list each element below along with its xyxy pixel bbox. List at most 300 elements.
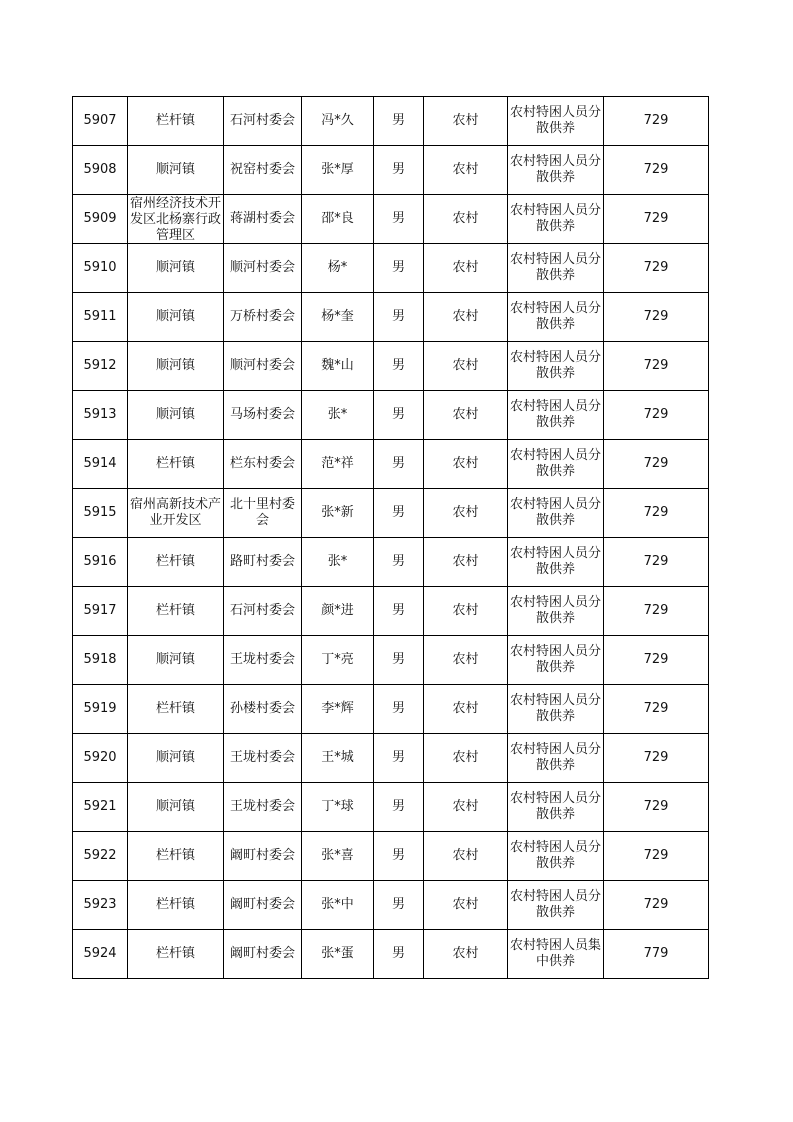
- town-cell: [128, 293, 224, 342]
- village-cell-text: 石河村委会: [229, 113, 295, 128]
- sex-cell: [374, 391, 424, 440]
- person-name-cell-text: 丁*球: [321, 799, 354, 814]
- support-type-cell: [508, 244, 604, 293]
- row-number-text: 5915: [83, 505, 117, 520]
- sex-cell-text: 男: [391, 211, 405, 226]
- amount-cell-text: 729: [643, 897, 669, 912]
- sex-cell-text: 男: [391, 603, 405, 618]
- amount-cell-text: 729: [643, 211, 669, 226]
- town-cell: [128, 832, 224, 881]
- area-type-cell: [424, 734, 508, 783]
- row-number: [73, 930, 128, 979]
- village-cell-text: 祝窑村委会: [229, 162, 295, 177]
- area-type-cell: [424, 293, 508, 342]
- person-name-cell: [302, 881, 374, 930]
- row-number-text: 5910: [83, 260, 117, 275]
- person-name-cell-text: 王*城: [321, 750, 354, 765]
- person-name-cell-text: 张*厚: [321, 162, 354, 177]
- area-type-cell-text: 农村: [452, 407, 479, 422]
- sex-cell-text: 男: [391, 946, 405, 961]
- table-row: [73, 636, 709, 685]
- row-number-text: 5922: [83, 848, 117, 863]
- town-cell: [128, 734, 224, 783]
- area-type-cell-text: 农村: [452, 113, 479, 128]
- sex-cell: [374, 930, 424, 979]
- table-row: [73, 783, 709, 832]
- area-type-cell-text: 农村: [452, 260, 479, 275]
- town-cell: [128, 97, 224, 146]
- support-type-cell-text: 农村特困人员分散供养: [510, 791, 602, 822]
- row-number: [73, 734, 128, 783]
- support-type-cell-text: 农村特困人员分散供养: [510, 252, 602, 283]
- roster-table: [72, 96, 709, 979]
- amount-cell-text: 729: [643, 358, 669, 373]
- village-cell: [224, 342, 302, 391]
- person-name-cell-text: 魏*山: [321, 358, 354, 373]
- village-cell-text: 蒋湖村委会: [229, 211, 295, 226]
- person-name-cell-text: 邵*良: [321, 211, 354, 226]
- sex-cell-text: 男: [391, 505, 405, 520]
- amount-cell-text: 729: [643, 162, 669, 177]
- table-row: [73, 342, 709, 391]
- village-cell-text: 顺河村委会: [229, 358, 295, 373]
- table-row: [73, 244, 709, 293]
- town-cell-text: 顺河镇: [155, 309, 195, 324]
- area-type-cell-text: 农村: [452, 456, 479, 471]
- amount-cell: [604, 146, 709, 195]
- row-number: [73, 342, 128, 391]
- support-type-cell-text: 农村特困人员分散供养: [510, 399, 602, 430]
- person-name-cell-text: 李*辉: [321, 701, 354, 716]
- support-type-cell-text: 农村特困人员分散供养: [510, 154, 602, 185]
- support-type-cell: [508, 636, 604, 685]
- area-type-cell-text: 农村: [452, 554, 479, 569]
- amount-cell: [604, 930, 709, 979]
- row-number: [73, 685, 128, 734]
- support-type-cell-text: 农村特困人员分散供养: [510, 595, 602, 626]
- row-number-text: 5913: [83, 407, 117, 422]
- sex-cell: [374, 440, 424, 489]
- village-cell: [224, 293, 302, 342]
- person-name-cell: [302, 97, 374, 146]
- person-name-cell: [302, 146, 374, 195]
- table-row: [73, 146, 709, 195]
- roster-body: [73, 97, 709, 979]
- sex-cell: [374, 636, 424, 685]
- village-cell-text: 王垅村委会: [229, 750, 295, 765]
- row-number: [73, 489, 128, 538]
- person-name-cell: [302, 734, 374, 783]
- person-name-cell: [302, 636, 374, 685]
- sex-cell: [374, 293, 424, 342]
- village-cell: [224, 685, 302, 734]
- support-type-cell-text: 农村特困人员分散供养: [510, 203, 602, 234]
- row-number-text: 5907: [83, 113, 117, 128]
- person-name-cell-text: 张*喜: [321, 848, 354, 863]
- amount-cell-text: 729: [643, 456, 669, 471]
- table-row: [73, 97, 709, 146]
- amount-cell: [604, 832, 709, 881]
- town-cell: [128, 391, 224, 440]
- town-cell: [128, 685, 224, 734]
- area-type-cell: [424, 97, 508, 146]
- sex-cell-text: 男: [391, 799, 405, 814]
- person-name-cell: [302, 930, 374, 979]
- village-cell-text: 路町村委会: [229, 554, 295, 569]
- table-row: [73, 440, 709, 489]
- support-type-cell-text: 农村特困人员分散供养: [510, 105, 602, 136]
- support-type-cell: [508, 685, 604, 734]
- support-type-cell: [508, 391, 604, 440]
- amount-cell: [604, 440, 709, 489]
- amount-cell: [604, 734, 709, 783]
- village-cell: [224, 538, 302, 587]
- town-cell: [128, 636, 224, 685]
- person-name-cell: [302, 587, 374, 636]
- person-name-cell-text: 范*祥: [321, 456, 354, 471]
- sex-cell: [374, 244, 424, 293]
- support-type-cell-text: 农村特困人员分散供养: [510, 693, 602, 724]
- person-name-cell: [302, 783, 374, 832]
- amount-cell-text: 729: [643, 750, 669, 765]
- sex-cell: [374, 342, 424, 391]
- amount-cell: [604, 97, 709, 146]
- area-type-cell-text: 农村: [452, 211, 479, 226]
- amount-cell-text: 729: [643, 554, 669, 569]
- sex-cell-text: 男: [391, 260, 405, 275]
- area-type-cell-text: 农村: [452, 162, 479, 177]
- village-cell: [224, 146, 302, 195]
- area-type-cell-text: 农村: [452, 848, 479, 863]
- town-cell-text: 栏杆镇: [155, 946, 195, 961]
- person-name-cell: [302, 293, 374, 342]
- row-number-text: 5918: [83, 652, 117, 667]
- person-name-cell-text: 杨*: [327, 260, 348, 275]
- person-name-cell: [302, 832, 374, 881]
- village-cell: [224, 930, 302, 979]
- town-cell: [128, 930, 224, 979]
- support-type-cell-text: 农村特困人员分散供养: [510, 546, 602, 577]
- area-type-cell: [424, 832, 508, 881]
- town-cell-text: 顺河镇: [155, 407, 195, 422]
- table-row: [73, 391, 709, 440]
- town-cell-text: 顺河镇: [155, 358, 195, 373]
- amount-cell-text: 729: [643, 701, 669, 716]
- row-number: [73, 146, 128, 195]
- amount-cell-text: 729: [643, 603, 669, 618]
- sex-cell: [374, 195, 424, 244]
- area-type-cell-text: 农村: [452, 946, 479, 961]
- town-cell: [128, 587, 224, 636]
- row-number-text: 5909: [83, 211, 117, 226]
- row-number: [73, 293, 128, 342]
- sex-cell-text: 男: [391, 162, 405, 177]
- person-name-cell-text: 杨*奎: [321, 309, 354, 324]
- table-row: [73, 293, 709, 342]
- village-cell-text: 石河村委会: [229, 603, 295, 618]
- area-type-cell: [424, 440, 508, 489]
- area-type-cell-text: 农村: [452, 897, 479, 912]
- town-cell: [128, 342, 224, 391]
- area-type-cell-text: 农村: [452, 750, 479, 765]
- support-type-cell: [508, 195, 604, 244]
- person-name-cell: [302, 538, 374, 587]
- town-cell-text: 宿州经济技术开发区北杨寨行政管理区: [130, 196, 221, 242]
- village-cell: [224, 489, 302, 538]
- amount-cell-text: 729: [643, 848, 669, 863]
- amount-cell: [604, 538, 709, 587]
- person-name-cell-text: 张*: [327, 554, 348, 569]
- person-name-cell-text: 张*中: [321, 897, 354, 912]
- table-row: [73, 195, 709, 244]
- row-number: [73, 195, 128, 244]
- village-cell: [224, 881, 302, 930]
- area-type-cell: [424, 538, 508, 587]
- person-name-cell: [302, 440, 374, 489]
- sex-cell: [374, 538, 424, 587]
- row-number-text: 5924: [83, 946, 117, 961]
- sex-cell: [374, 587, 424, 636]
- sex-cell: [374, 489, 424, 538]
- amount-cell: [604, 391, 709, 440]
- person-name-cell: [302, 342, 374, 391]
- sex-cell-text: 男: [391, 113, 405, 128]
- amount-cell: [604, 342, 709, 391]
- person-name-cell: [302, 244, 374, 293]
- person-name-cell-text: 张*蛋: [321, 946, 354, 961]
- row-number: [73, 636, 128, 685]
- row-number-text: 5919: [83, 701, 117, 716]
- support-type-cell: [508, 734, 604, 783]
- town-cell-text: 顺河镇: [155, 750, 195, 765]
- area-type-cell: [424, 146, 508, 195]
- amount-cell: [604, 881, 709, 930]
- support-type-cell-text: 农村特困人员分散供养: [510, 889, 602, 920]
- area-type-cell: [424, 489, 508, 538]
- amount-cell: [604, 489, 709, 538]
- sex-cell-text: 男: [391, 701, 405, 716]
- town-cell-text: 顺河镇: [155, 799, 195, 814]
- town-cell: [128, 195, 224, 244]
- area-type-cell-text: 农村: [452, 799, 479, 814]
- town-cell-text: 栏杆镇: [155, 113, 195, 128]
- row-number-text: 5917: [83, 603, 117, 618]
- area-type-cell: [424, 685, 508, 734]
- village-cell-text: 阚町村委会: [229, 897, 295, 912]
- amount-cell-text: 729: [643, 799, 669, 814]
- support-type-cell-text: 农村特困人员分散供养: [510, 448, 602, 479]
- sex-cell: [374, 881, 424, 930]
- area-type-cell-text: 农村: [452, 505, 479, 520]
- row-number: [73, 587, 128, 636]
- person-name-cell-text: 张*: [327, 407, 348, 422]
- row-number-text: 5911: [83, 309, 117, 324]
- sex-cell-text: 男: [391, 897, 405, 912]
- person-name-cell: [302, 489, 374, 538]
- sex-cell: [374, 832, 424, 881]
- village-cell-text: 阚町村委会: [229, 946, 295, 961]
- support-type-cell: [508, 489, 604, 538]
- town-cell: [128, 538, 224, 587]
- village-cell-text: 栏东村委会: [229, 456, 295, 471]
- village-cell: [224, 587, 302, 636]
- town-cell-text: 栏杆镇: [155, 701, 195, 716]
- person-name-cell: [302, 195, 374, 244]
- area-type-cell-text: 农村: [452, 358, 479, 373]
- village-cell: [224, 734, 302, 783]
- row-number: [73, 881, 128, 930]
- row-number-text: 5920: [83, 750, 117, 765]
- amount-cell: [604, 293, 709, 342]
- support-type-cell-text: 农村特困人员分散供养: [510, 840, 602, 871]
- village-cell-text: 北十里村委会: [229, 497, 295, 528]
- area-type-cell-text: 农村: [452, 603, 479, 618]
- town-cell: [128, 783, 224, 832]
- support-type-cell: [508, 440, 604, 489]
- person-name-cell: [302, 685, 374, 734]
- sex-cell: [374, 783, 424, 832]
- sex-cell-text: 男: [391, 750, 405, 765]
- support-type-cell: [508, 832, 604, 881]
- village-cell: [224, 832, 302, 881]
- person-name-cell: [302, 391, 374, 440]
- row-number: [73, 97, 128, 146]
- area-type-cell: [424, 636, 508, 685]
- row-number: [73, 783, 128, 832]
- row-number-text: 5914: [83, 456, 117, 471]
- area-type-cell: [424, 195, 508, 244]
- village-cell: [224, 97, 302, 146]
- area-type-cell: [424, 587, 508, 636]
- town-cell-text: 顺河镇: [155, 260, 195, 275]
- table-row: [73, 538, 709, 587]
- area-type-cell-text: 农村: [452, 701, 479, 716]
- table-row: [73, 930, 709, 979]
- town-cell: [128, 440, 224, 489]
- table-row: [73, 832, 709, 881]
- sex-cell-text: 男: [391, 407, 405, 422]
- village-cell-text: 马场村委会: [229, 407, 295, 422]
- town-cell-text: 栏杆镇: [155, 456, 195, 471]
- town-cell-text: 栏杆镇: [155, 848, 195, 863]
- table-row: [73, 734, 709, 783]
- village-cell-text: 王垅村委会: [229, 799, 295, 814]
- amount-cell-text: 729: [643, 113, 669, 128]
- support-type-cell-text: 农村特困人员分散供养: [510, 350, 602, 381]
- town-cell: [128, 489, 224, 538]
- sex-cell: [374, 734, 424, 783]
- area-type-cell: [424, 783, 508, 832]
- amount-cell-text: 779: [643, 946, 669, 961]
- row-number-text: 5908: [83, 162, 117, 177]
- table-row: [73, 587, 709, 636]
- town-cell-text: 栏杆镇: [155, 897, 195, 912]
- amount-cell: [604, 636, 709, 685]
- village-cell-text: 万桥村委会: [229, 309, 295, 324]
- village-cell-text: 孙楼村委会: [229, 701, 295, 716]
- row-number: [73, 440, 128, 489]
- amount-cell: [604, 783, 709, 832]
- area-type-cell: [424, 391, 508, 440]
- town-cell-text: 顺河镇: [155, 162, 195, 177]
- support-type-cell: [508, 97, 604, 146]
- table-row: [73, 489, 709, 538]
- support-type-cell-text: 农村特困人员分散供养: [510, 742, 602, 773]
- row-number: [73, 244, 128, 293]
- support-type-cell-text: 农村特困人员分散供养: [510, 301, 602, 332]
- amount-cell: [604, 244, 709, 293]
- row-number: [73, 832, 128, 881]
- sex-cell-text: 男: [391, 652, 405, 667]
- amount-cell-text: 729: [643, 260, 669, 275]
- sex-cell-text: 男: [391, 554, 405, 569]
- support-type-cell: [508, 881, 604, 930]
- row-number: [73, 538, 128, 587]
- amount-cell-text: 729: [643, 505, 669, 520]
- support-type-cell: [508, 538, 604, 587]
- sex-cell-text: 男: [391, 456, 405, 471]
- support-type-cell: [508, 293, 604, 342]
- amount-cell-text: 729: [643, 309, 669, 324]
- town-cell-text: 宿州高新技术产业开发区: [130, 497, 221, 528]
- sex-cell-text: 男: [391, 848, 405, 863]
- sex-cell: [374, 685, 424, 734]
- village-cell-text: 顺河村委会: [229, 260, 295, 275]
- support-type-cell: [508, 930, 604, 979]
- area-type-cell: [424, 930, 508, 979]
- area-type-cell-text: 农村: [452, 309, 479, 324]
- table-row: [73, 685, 709, 734]
- person-name-cell-text: 丁*亮: [321, 652, 354, 667]
- sex-cell-text: 男: [391, 358, 405, 373]
- person-name-cell-text: 冯*久: [321, 113, 354, 128]
- person-name-cell-text: 张*新: [321, 505, 354, 520]
- village-cell-text: 王垅村委会: [229, 652, 295, 667]
- town-cell: [128, 881, 224, 930]
- row-number-text: 5923: [83, 897, 117, 912]
- village-cell: [224, 440, 302, 489]
- row-number-text: 5916: [83, 554, 117, 569]
- amount-cell: [604, 195, 709, 244]
- town-cell: [128, 146, 224, 195]
- sex-cell: [374, 97, 424, 146]
- support-type-cell-text: 农村特困人员分散供养: [510, 644, 602, 675]
- village-cell-text: 阚町村委会: [229, 848, 295, 863]
- person-name-cell-text: 颜*进: [321, 603, 354, 618]
- row-number-text: 5912: [83, 358, 117, 373]
- village-cell: [224, 195, 302, 244]
- support-type-cell: [508, 342, 604, 391]
- village-cell: [224, 391, 302, 440]
- area-type-cell: [424, 244, 508, 293]
- area-type-cell: [424, 342, 508, 391]
- village-cell: [224, 783, 302, 832]
- support-type-cell-text: 农村特困人员分散供养: [510, 497, 602, 528]
- table-row: [73, 881, 709, 930]
- support-type-cell-text: 农村特困人员集中供养: [510, 938, 602, 969]
- sex-cell-text: 男: [391, 309, 405, 324]
- village-cell: [224, 636, 302, 685]
- town-cell-text: 栏杆镇: [155, 603, 195, 618]
- amount-cell: [604, 685, 709, 734]
- town-cell: [128, 244, 224, 293]
- village-cell: [224, 244, 302, 293]
- support-type-cell: [508, 587, 604, 636]
- amount-cell-text: 729: [643, 407, 669, 422]
- area-type-cell: [424, 881, 508, 930]
- sex-cell: [374, 146, 424, 195]
- amount-cell: [604, 587, 709, 636]
